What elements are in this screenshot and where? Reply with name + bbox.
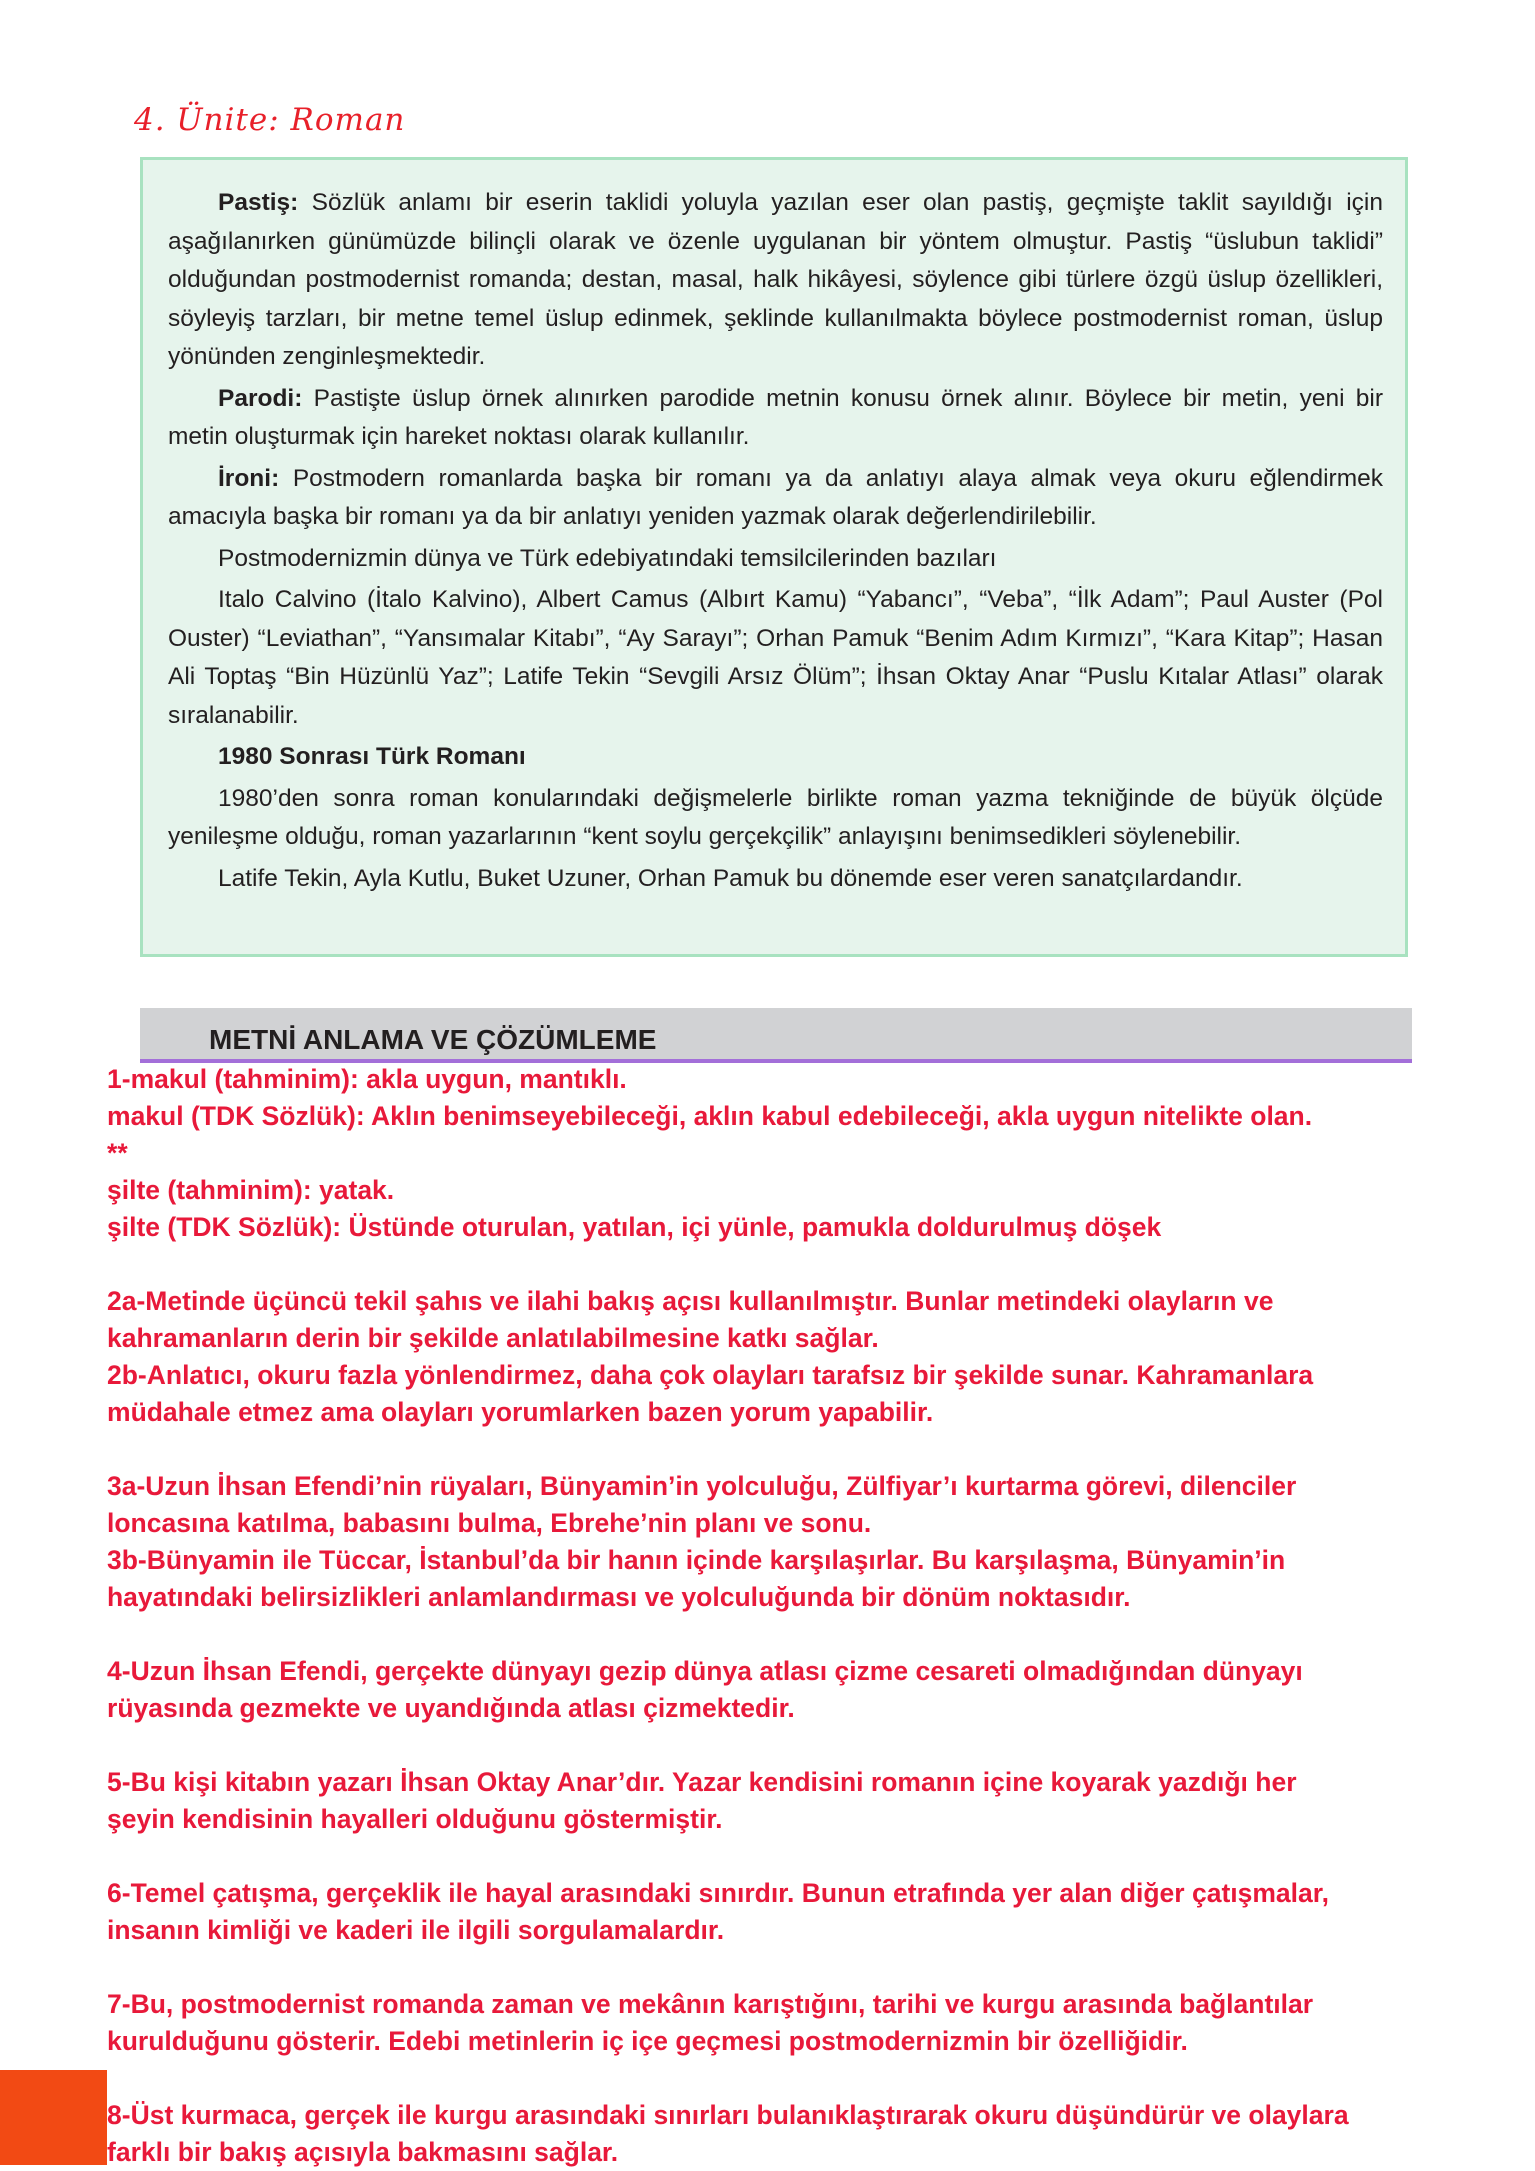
answer-line: 7-Bu, postmodernist romanda zaman ve mekânın karıştığını, tarihi ve kurgu arasında bağlantılar — [107, 1989, 1314, 2019]
answer-line: 1-makul (tahminim): akla uygun, mantıklı. — [107, 1064, 627, 1094]
answer-line — [107, 1949, 1487, 1986]
ironi-paragraph — [168, 460, 1383, 537]
answer-line: 2a-Metinde üçüncü tekil şahıs ve ilahi bakış açısı kullanılmıştır. Bunlar metindeki olayların ve — [107, 1286, 1274, 1316]
answer-line — [107, 1838, 1487, 1875]
parodi-term: Parodi: — [218, 384, 303, 412]
answer-line: 8-Üst kurmaca, gerçek ile kurgu arasındaki sınırları bulanıklaştırarak okuru düşündürür ve olaylara — [107, 2100, 1349, 2130]
answer-line — [107, 2060, 1487, 2097]
answer-line: ** — [107, 1138, 128, 1168]
pastis-text: Sözlük anlamı bir eserin taklidi yoluyla yazılan eser olan pastiş, geçmişte taklit sayıldığı için aşağılanırken günümüzde bilinçli olarak ve özenle uygulanan bir yöntem olmuştur. Pastiş “üslubun taklidi” olduğundan postmodernist romanda; destan, masal, halk hikâyesi, söylence gibi türlere özgü üslup özellikleri, söyleyiş tarzları, bir metne temel üslup edinmek, şeklinde kullanılmakta böylece postmodernist roman, üslup yönünden zenginleşmektedir. — [168, 189, 1383, 370]
answer-line: 5-Bu kişi kitabın yazarı İhsan Oktay Anar’dır. Yazar kendisini romanın içine koyarak yazdığı her — [107, 1767, 1297, 1797]
representatives-intro: Postmodernizmin dünya ve Türk edebiyatındaki temsilcilerinden bazıları — [218, 544, 997, 572]
answer-line: loncasına katılma, babasını bulma, Ebrehe’nin planı ve sonu. — [107, 1508, 872, 1538]
pastis-term: Pastiş: — [218, 189, 299, 216]
answer-line: 3b-Bünyamin ile Tüccar, İstanbul’da bir hanın içinde karşılaşırlar. Bu karşılaşma, Bünyamin’in — [107, 1545, 1286, 1575]
subheading-1980: 1980 Sonrası Türk Romanı — [218, 743, 526, 770]
pastis-paragraph — [168, 184, 1383, 377]
section-title: METNİ ANLAMA VE ÇÖZÜMLEME — [209, 1024, 657, 1055]
answer-line: makul (TDK Sözlük): Aklın benimseyebileceği, aklın kabul edebileceği, akla uygun nitelikte olan. — [107, 1101, 1313, 1131]
answer-line: rüyasında gezmekte ve uyandığında atlası çizmektedir. — [107, 1693, 795, 1723]
unit-header: 4. Ünite: Roman — [134, 102, 406, 138]
answer-line: insanın kimliği ve kaderi ile ilgili sorgulamalardır. — [107, 1915, 725, 1945]
answer-line — [107, 1246, 1487, 1283]
authors-paragraph: Latife Tekin, Ayla Kutlu, Buket Uzuner, Orhan Pamuk bu dönemde eser veren sanatçılardandır. — [218, 864, 1243, 892]
answers-block — [107, 1061, 1487, 2171]
answer-line — [107, 1431, 1487, 1468]
answer-line: 4-Uzun İhsan Efendi, gerçekte dünyayı gezip dünya atlası çizme cesareti olmadığından dünyayı — [107, 1656, 1303, 1686]
answer-line: 6-Temel çatışma, gerçeklik ile hayal arasındaki sınırdır. Bunun etrafında yer alan diğer çatışmalar, — [107, 1878, 1329, 1908]
ironi-term: İroni: — [218, 464, 280, 492]
answer-line: müdahale etmez ama olayları yorumlarken bazen yorum yapabilir. — [107, 1397, 934, 1427]
answer-line: hayatındaki belirsizlikleri anlamlandırması ve yolculuğunda bir dönüm noktasıdır. — [107, 1582, 1131, 1612]
answer-line — [107, 1727, 1487, 1764]
page-corner-block — [0, 2070, 107, 2165]
info-box — [140, 157, 1408, 957]
ironi-text: Postmodern romanlarda başka bir romanı ya da anlatıyı alaya almak veya okuru eğlendirmek amacıyla başka bir romanı ya da bir anlatıyı yeniden yazmak olarak değerlendirilebilir. — [168, 464, 1383, 530]
parodi-text: Pastişte üslup örnek alınırken parodide metnin konusu örnek alınır. Böylece bir metin, yeni bir metin oluşturmak için hareket noktası olarak kullanılır. — [168, 384, 1383, 450]
answer-line: şilte (tahminim): yatak. — [107, 1175, 395, 1205]
section-bar — [140, 1008, 1412, 1063]
parodi-paragraph — [168, 380, 1383, 457]
after-1980-paragraph: 1980’den sonra roman konularındaki değişmelerle birlikte roman yazma tekniğinde de büyük ölçüde yenileşme olduğu, roman yazarlarının “kent soylu gerçekçilik” anlayışını benimsedikleri söylenebilir. — [168, 784, 1383, 850]
answer-line: kurulduğunu gösterir. Edebi metinlerin iç içe geçmesi postmodernizmin bir özelliğidir. — [107, 2026, 1188, 2056]
answer-line: şeyin kendisinin hayalleri olduğunu göstermiştir. — [107, 1804, 723, 1834]
answer-line: farklı bir bakış açısıyla bakmasını sağlar. — [107, 2137, 619, 2167]
answer-line: şilte (TDK Sözlük): Üstünde oturulan, yatılan, içi yünle, pamukla doldurulmuş döşek — [107, 1212, 1162, 1242]
representatives-list: Italo Calvino (İtalo Kalvino), Albert Camus (Albırt Kamu) “Yabancı”, “Veba”, “İlk Adam”; Paul Auster (Pol Ouster) “Leviathan”, “Yansımalar Kitabı”, “Ay Sarayı”; Orhan Pamuk “Benim Adım Kırmızı”, “Kara Kitap”; Hasan Ali Toptaş “Bin Hüzünlü Yaz”; Latife Tekin “Sevgili Arsız Ölüm”; İhsan Oktay Anar “Puslu Kıtalar Atlası” olarak sıralanabilir. — [168, 586, 1383, 729]
answer-line: kahramanların derin bir şekilde anlatılabilmesine katkı sağlar. — [107, 1323, 879, 1353]
answer-line: 2b-Anlatıcı, okuru fazla yönlendirmez, daha çok olayları tarafsız bir şekilde sunar. Kahramanlara — [107, 1360, 1314, 1390]
answer-line — [107, 1616, 1487, 1653]
answer-line: 3a-Uzun İhsan Efendi’nin rüyaları, Bünyamin’in yolculuğu, Zülfiyar’ı kurtarma görevi, dilenciler — [107, 1471, 1297, 1501]
